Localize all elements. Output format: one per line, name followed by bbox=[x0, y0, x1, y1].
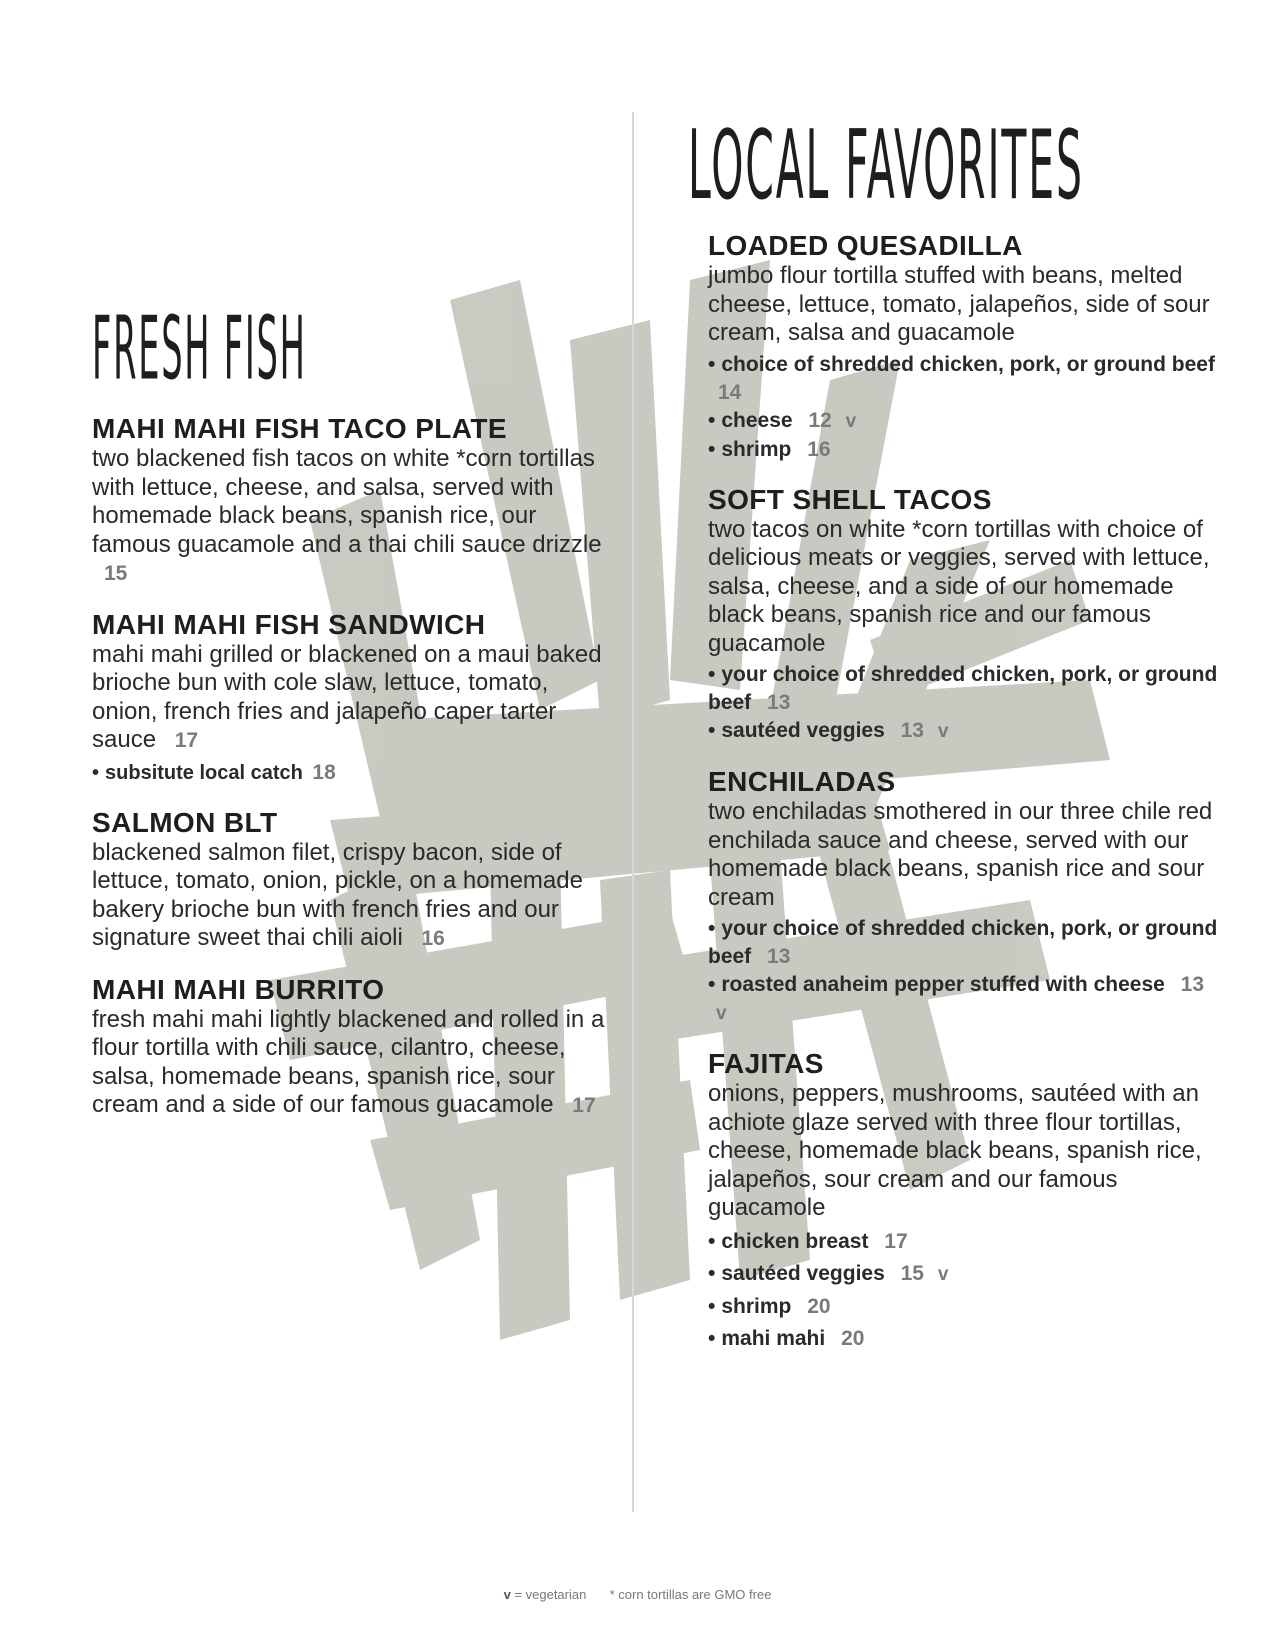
option-price: 14 bbox=[718, 380, 742, 404]
option-row: • chicken breast 17 bbox=[708, 1229, 908, 1253]
column-divider bbox=[632, 112, 634, 1512]
item-description bbox=[92, 445, 612, 589]
menu-item bbox=[708, 230, 1228, 464]
option-row: • sautéed veggies 13 v bbox=[708, 719, 949, 742]
item-options bbox=[708, 915, 1228, 1028]
item-price: 16 bbox=[421, 927, 445, 950]
option-price: 15 bbox=[900, 1261, 924, 1285]
option-label: shrimp bbox=[721, 1294, 792, 1318]
local-favorites-title: LOCAL FAVORITES bbox=[688, 109, 1084, 221]
local-favorites-column bbox=[688, 109, 1228, 1375]
item-options bbox=[708, 1226, 1228, 1355]
item-name: MAHI MAHI FISH SANDWICH bbox=[92, 608, 486, 640]
item-description bbox=[92, 839, 612, 954]
item-description bbox=[92, 641, 612, 756]
option-price: 13 bbox=[767, 945, 791, 968]
item-name: LOADED QUESADILLA bbox=[708, 230, 1023, 261]
item-name: SALMON BLT bbox=[92, 806, 278, 838]
option-row: • cheese 12 v bbox=[708, 408, 857, 432]
option-price: 18 bbox=[312, 760, 336, 784]
option-label: your choice of shredded chicken, pork, or ground beef bbox=[708, 663, 1218, 714]
option-row: • shrimp 16 bbox=[708, 437, 831, 461]
footnote bbox=[0, 1587, 1275, 1602]
option-label: sautéed veggies bbox=[721, 1261, 885, 1285]
item-desc-text: two blackened fish tacos on white *corn tortillas with lettuce, cheese, and salsa, served with homemade black beans, spanish rice, our famous guacamole and a thai chili sauce drizzle bbox=[92, 445, 602, 558]
option-row: • roasted anaheim pepper stuffed with cheese 13 v bbox=[708, 973, 1205, 1024]
option-row: • mahi mahi 20 bbox=[708, 1326, 865, 1350]
item-name: ENCHILADAS bbox=[708, 766, 896, 797]
option-label: subsitute local catch bbox=[105, 761, 303, 784]
option-price: 16 bbox=[807, 437, 831, 461]
item-name: SOFT SHELL TACOS bbox=[708, 483, 992, 515]
option-row: • your choice of shredded chicken, pork, or ground beef 13 bbox=[708, 917, 1218, 968]
option-row: • choice of shredded chicken, pork, or ground beef 14 bbox=[708, 352, 1215, 404]
menu-item bbox=[92, 609, 612, 787]
fresh-fish-title: FRESH FISH bbox=[92, 297, 307, 400]
item-price: 17 bbox=[572, 1094, 596, 1117]
vegetarian-tag: v bbox=[937, 1263, 949, 1285]
item-name: MAHI MAHI BURRITO bbox=[92, 973, 385, 1005]
item-options bbox=[708, 661, 1228, 746]
option-row: • sautéed veggies 15 v bbox=[708, 1261, 949, 1285]
item-options bbox=[92, 759, 612, 787]
vegetarian-tag: v bbox=[845, 410, 857, 432]
vegetarian-tag: v bbox=[937, 721, 949, 742]
option-row: • subsitute local catch 18 bbox=[92, 760, 336, 784]
option-label: shrimp bbox=[721, 437, 792, 461]
item-description bbox=[92, 1006, 612, 1121]
option-label: chicken breast bbox=[721, 1229, 869, 1253]
item-desc-text: blackened salmon filet, crispy bacon, side of lettuce, tomato, onion, pickle, on a homemade bakery brioche bun with french fries and our signature sweet thai chili aioli bbox=[92, 838, 583, 951]
item-description: two tacos on white *corn tortillas with choice of delicious meats or veggies, served with lettuce, salsa, cheese, and a side of our homemade black beans, spanish rice and our famous guacamole bbox=[708, 515, 1210, 657]
option-price: 20 bbox=[841, 1326, 865, 1350]
item-desc-text: fresh mahi mahi lightly blackened and rolled in a flour tortilla with chili sauce, cilantro, cheese, salsa, homemade beans, spanish rice, sour cream and a side of our famous guacamole bbox=[92, 1005, 605, 1118]
option-label: choice of shredded chicken, pork, or ground beef bbox=[721, 352, 1215, 376]
menu-item bbox=[92, 807, 612, 954]
option-label: mahi mahi bbox=[721, 1326, 826, 1350]
item-options bbox=[708, 351, 1228, 464]
item-description: jumbo flour tortilla stuffed with beans, melted cheese, lettuce, tomato, jalapeños, side of sour cream, salsa and guacamole bbox=[708, 262, 1210, 346]
vegetarian-symbol: v bbox=[503, 1587, 511, 1602]
fresh-fish-column bbox=[92, 297, 612, 1141]
item-name: MAHI MAHI FISH TACO PLATE bbox=[92, 413, 507, 444]
option-price: 13 bbox=[900, 719, 924, 742]
menu-item bbox=[92, 974, 612, 1121]
menu-item bbox=[708, 766, 1228, 1028]
option-price: 12 bbox=[808, 408, 832, 432]
option-price: 17 bbox=[884, 1229, 908, 1253]
item-description: onions, peppers, mushrooms, sautéed with an achiote glaze served with three flour tortillas, cheese, homemade black beans, spanish rice, jalapeños, sour cream and our famous guacamole bbox=[708, 1080, 1202, 1221]
option-label: your choice of shredded chicken, pork, or ground beef bbox=[708, 917, 1218, 968]
corn-tortilla-note: * corn tortillas are GMO free bbox=[609, 1587, 772, 1602]
option-label: cheese bbox=[721, 408, 793, 432]
menu-item bbox=[92, 413, 612, 589]
item-description: two enchiladas smothered in our three chile red enchilada sauce and cheese, served with our homemade black beans, spanish rice and sour cream bbox=[708, 798, 1213, 911]
vegetarian-legend: = vegetarian bbox=[514, 1587, 587, 1602]
option-label: sautéed veggies bbox=[721, 719, 885, 742]
item-price: 15 bbox=[104, 562, 128, 585]
option-price: 20 bbox=[807, 1294, 831, 1318]
item-price: 17 bbox=[174, 729, 199, 752]
menu-item bbox=[708, 1048, 1228, 1355]
option-row: • shrimp 20 bbox=[708, 1294, 831, 1318]
menu-item bbox=[708, 484, 1228, 747]
option-price: 13 bbox=[767, 691, 791, 714]
item-desc-text: mahi mahi grilled or blackened on a maui baked brioche bun with cole slaw, lettuce, tomato, onion, french fries and jalapeño caper tarter sauce bbox=[92, 640, 602, 753]
option-label: roasted anaheim pepper stuffed with cheese bbox=[721, 973, 1165, 996]
item-name: FAJITAS bbox=[708, 1048, 824, 1079]
option-row: • your choice of shredded chicken, pork, or ground beef 13 bbox=[708, 663, 1218, 714]
option-price: 13 bbox=[1180, 973, 1205, 996]
vegetarian-tag: v bbox=[716, 1003, 727, 1024]
